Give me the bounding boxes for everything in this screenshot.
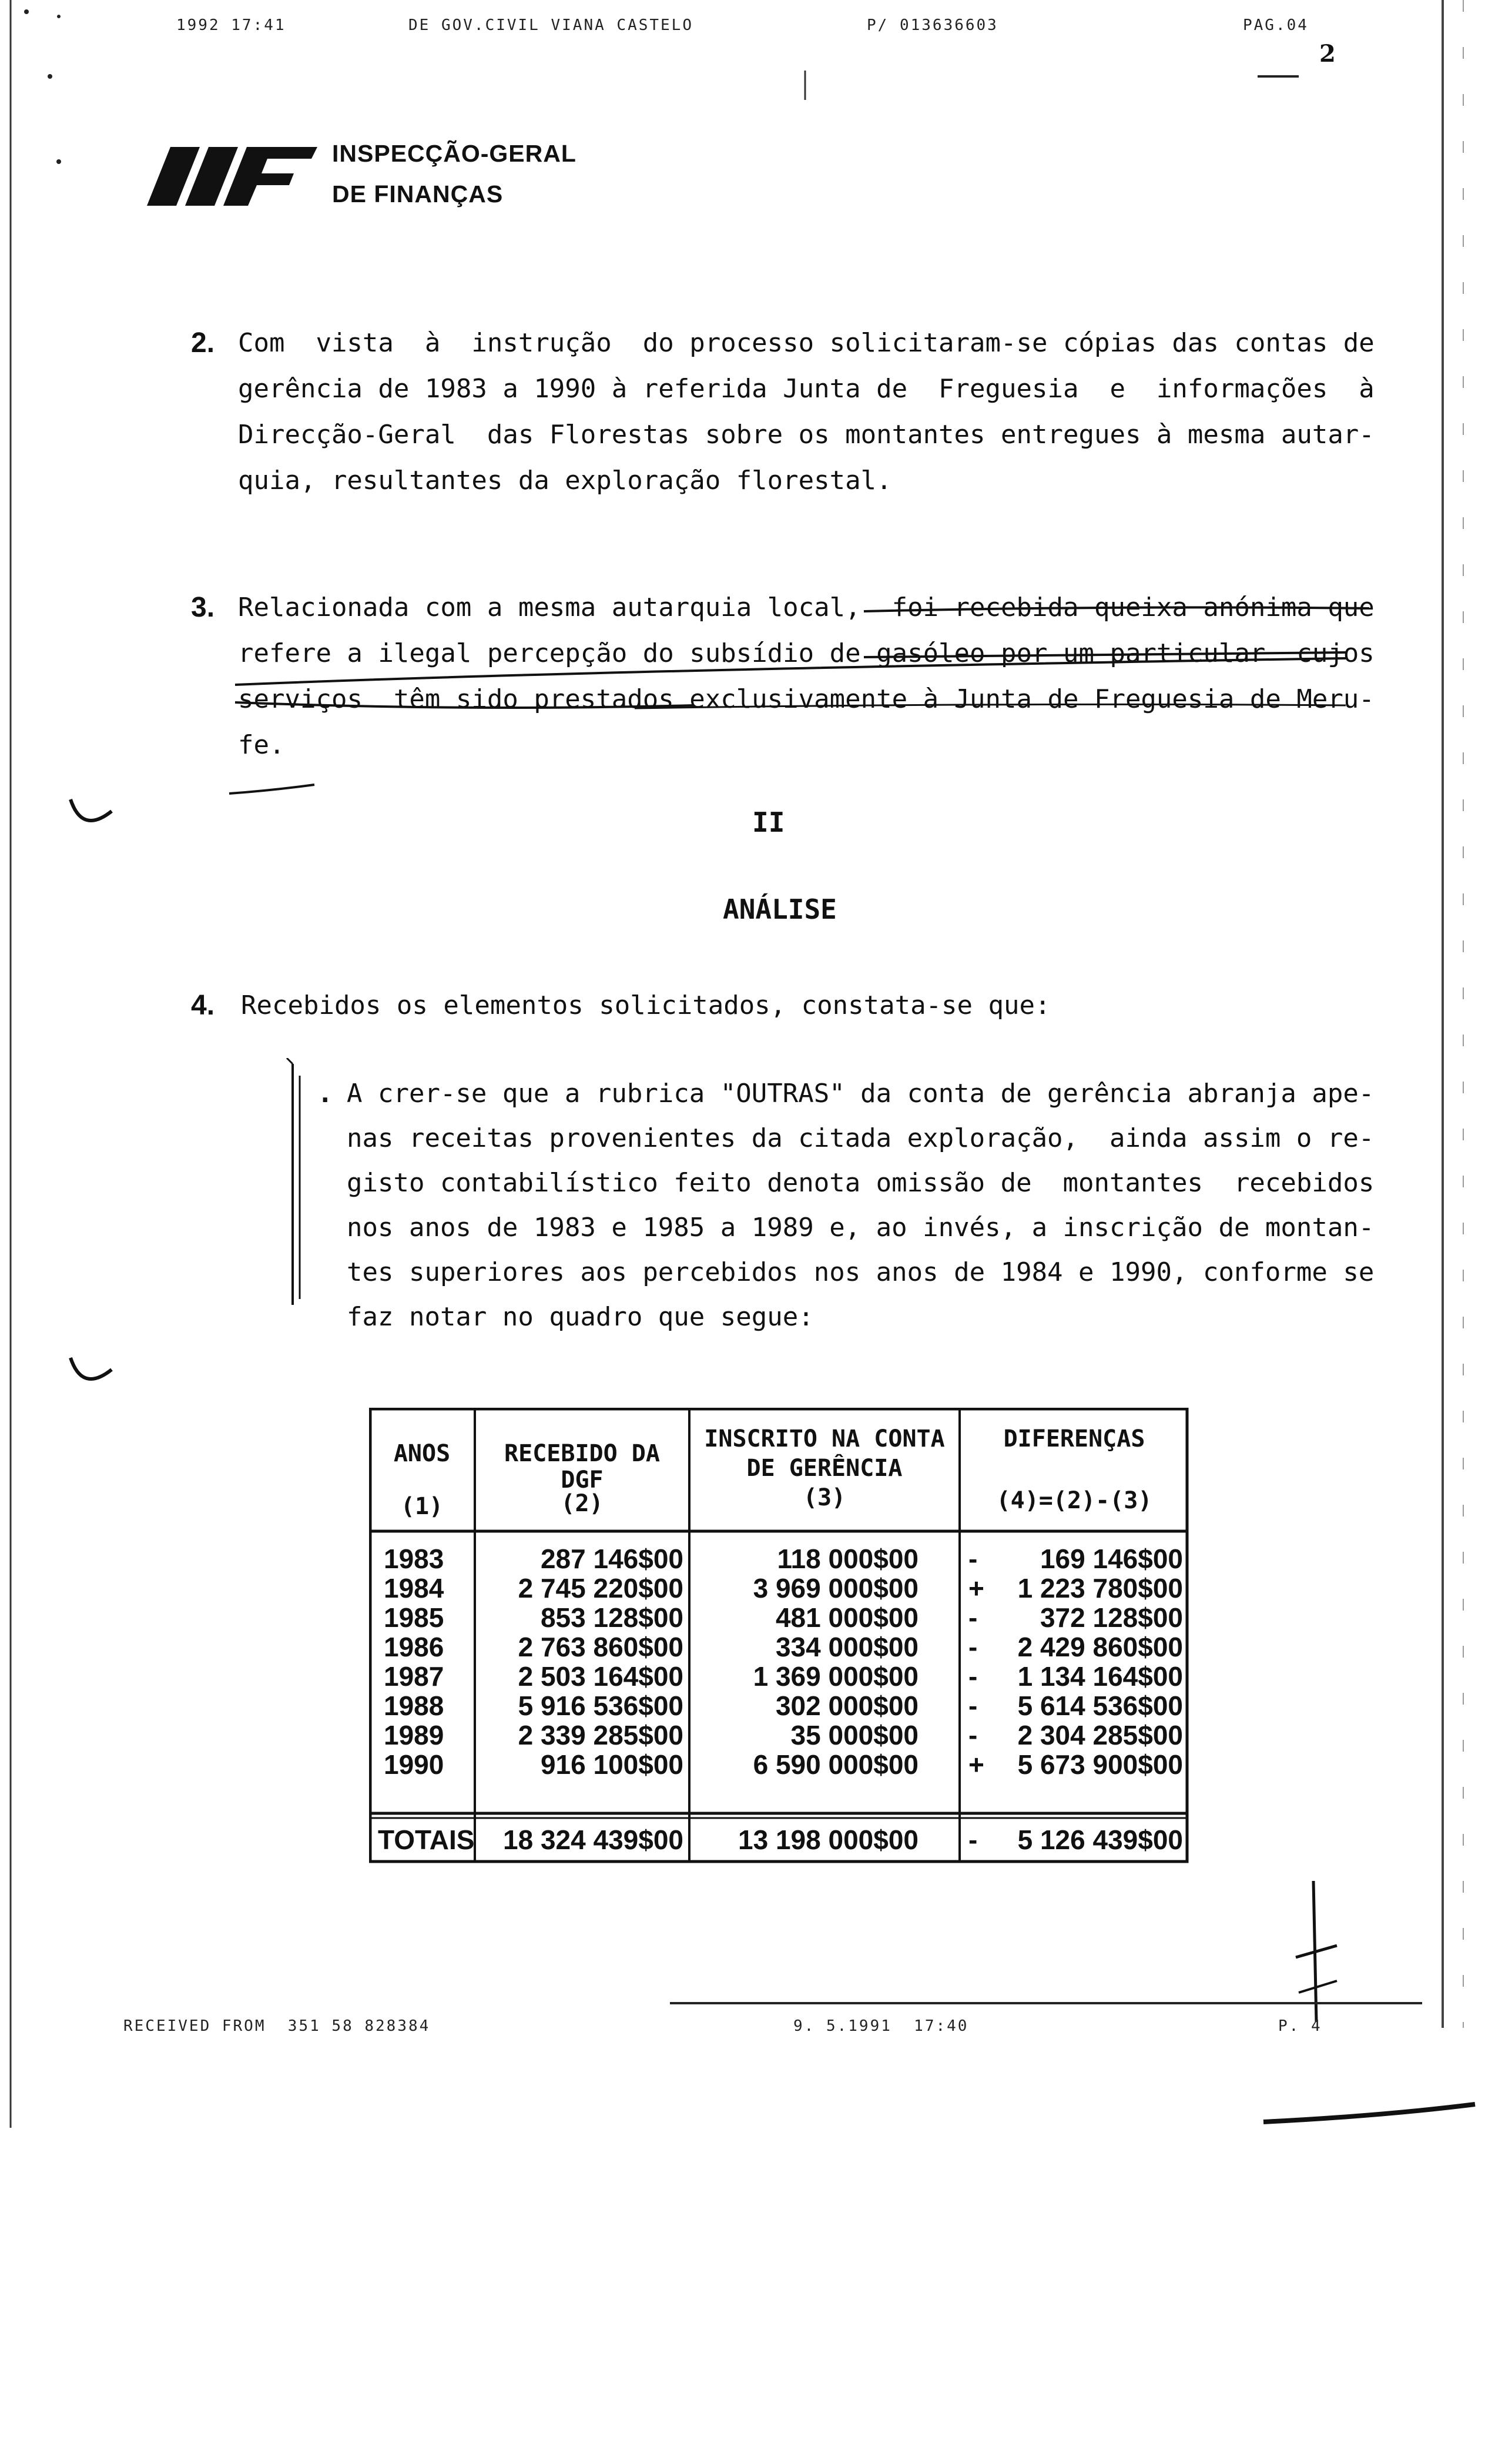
table-cell-ano: 1989: [384, 1720, 444, 1750]
paragraph-4-intro: Recebidos os elementos solicitados, constata-se que:: [241, 990, 1051, 1020]
table-cell-sinal: -: [968, 1720, 978, 1750]
org-name-line2: DE FINANÇAS: [332, 180, 504, 207]
table-cell-inscrito: 302 000$00: [775, 1690, 919, 1721]
table-cell-inscrito: 481 000$00: [775, 1602, 919, 1633]
paragraph-4-bullet-line-1: A crer-se que a rubrica "OUTRAS" da conta de gerência abranja ape-: [347, 1079, 1375, 1109]
table-cell-sinal: -: [968, 1632, 978, 1662]
table-cell-inscrito: 35 000$00: [790, 1720, 919, 1750]
table-cell-ano: 1990: [384, 1749, 444, 1780]
totals-recebido: 18 324 439$00: [503, 1824, 683, 1855]
table-cell-sinal: -: [968, 1690, 978, 1721]
table-cell-sinal: +: [968, 1749, 984, 1780]
table-cell-inscrito: 1 369 000$00: [753, 1661, 919, 1692]
table-cell-recebido: 5 916 536$00: [518, 1690, 683, 1721]
fax-footer-datetime: 9. 5.1991 17:40: [793, 2017, 969, 2035]
table-cell-sinal: -: [968, 1544, 978, 1574]
paragraph-2-number: 2.: [191, 327, 215, 359]
fax-footer: [123, 2017, 1357, 2041]
table-cell-sinal: -: [968, 1602, 978, 1633]
header-recebido-l1: RECEBIDO DA: [504, 1440, 660, 1467]
totals-diferenca: 5 126 439$00: [1017, 1824, 1183, 1855]
table-cell-recebido: 916 100$00: [540, 1749, 683, 1780]
header-anos: ANOS: [393, 1440, 451, 1467]
footer-rule: [670, 2002, 1422, 2004]
table-cell-ano: 1983: [384, 1544, 444, 1574]
fax-header-sender: DE GOV.CIVIL VIANA CASTELO: [408, 16, 693, 34]
table-cell-diferenca: 2 429 860$00: [1017, 1632, 1183, 1662]
fax-header-datetime: 1992 17:41: [176, 16, 286, 34]
table-cell-ano: 1986: [384, 1632, 444, 1662]
totals-sinal: -: [968, 1824, 978, 1855]
table-cell-recebido: 853 128$00: [540, 1602, 683, 1633]
table-cell-recebido: 2 339 285$00: [518, 1720, 683, 1750]
paragraph-2-line-3: Direcção-Geral das Florestas sobre os montantes entregues à mesma autar-: [238, 420, 1375, 450]
fax-header-page: PAG.04: [1243, 16, 1309, 34]
table-cell-ano: 1984: [384, 1573, 444, 1603]
fax-footer-received: RECEIVED FROM 351 58 828384: [123, 2017, 431, 2035]
table-cell-sinal: +: [968, 1573, 984, 1603]
header-recebido-l2: DGF: [561, 1467, 604, 1494]
table-cell-diferenca: 372 128$00: [1040, 1602, 1183, 1633]
table-cell-diferenca: 2 304 285$00: [1017, 1720, 1183, 1750]
header-diferencas-num: (4)=(2)-(3): [996, 1487, 1152, 1514]
table-cell-ano: 1987: [384, 1661, 444, 1692]
fax-footer-page: P. 4: [1278, 2017, 1322, 2035]
paragraph-4-bullet: .: [317, 1079, 333, 1109]
paragraph-3-line-2: refere a ilegal percepção do subsídio de gasóleo por um particular cujos: [238, 638, 1375, 668]
paragraph-2-line-4: quia, resultantes da exploração florestal.: [238, 466, 892, 496]
table-cell-recebido: 287 146$00: [540, 1544, 683, 1574]
paragraph-2-line-2: gerência de 1983 a 1990 à referida Junta de Freguesia e informações à: [238, 374, 1375, 404]
table-cell-recebido: 2 745 220$00: [518, 1573, 683, 1603]
quadro-table: [369, 1408, 1189, 1863]
handwritten-page-number: 2: [1319, 40, 1336, 68]
paragraph-4-bullet-line-2: nas receitas provenientes da citada exploração, ainda assim o re-: [347, 1123, 1375, 1153]
margin-bracket: [282, 1058, 306, 1311]
table-cell-recebido: 2 763 860$00: [518, 1632, 683, 1662]
header-inscrito-l2: DE GERÊNCIA: [746, 1455, 903, 1482]
handwritten-underlines: [0, 0, 1495, 823]
section-title: ANÁLISE: [723, 893, 837, 925]
table-cell-diferenca: 169 146$00: [1040, 1544, 1183, 1574]
paragraph-4-bullet-line-4: nos anos de 1983 e 1985 a 1989 e, ao invés, a inscrição de montan-: [347, 1213, 1375, 1243]
header-inscrito-num: (3): [803, 1484, 846, 1511]
table-cell-ano: 1988: [384, 1690, 444, 1721]
header-recebido-num: (2): [561, 1490, 604, 1517]
paragraph-3-number: 3.: [191, 592, 215, 623]
table-cell-inscrito: 118 000$00: [777, 1544, 919, 1574]
paragraph-3-line-1: Relacionada com a mesma autarquia local, foi recebida queixa anónima que: [238, 592, 1375, 622]
section-roman-numeral: II: [752, 806, 785, 838]
paragraph-4-bullet-line-6: faz notar no quadro que segue:: [347, 1302, 814, 1332]
header-anos-num: (1): [400, 1493, 444, 1520]
totals-label: TOTAIS: [378, 1824, 475, 1855]
fax-header-number: P/ 013636603: [867, 16, 998, 34]
table-cell-inscrito: 334 000$00: [775, 1632, 919, 1662]
table-cell-inscrito: 3 969 000$00: [753, 1573, 919, 1603]
paragraph-2-line-1: Com vista à instrução do processo solicitaram-se cópias das contas de: [238, 328, 1375, 358]
table-cell-diferenca: 5 614 536$00: [1017, 1690, 1183, 1721]
totals-inscrito: 13 198 000$00: [738, 1824, 919, 1855]
table-cell-recebido: 2 503 164$00: [518, 1661, 683, 1692]
table-cell-inscrito: 6 590 000$00: [753, 1749, 919, 1780]
paragraph-4-bullet-line-3: gisto contabilístico feito denota omissão de montantes recebidos: [347, 1168, 1375, 1198]
paragraph-3-line-4: fe.: [238, 730, 285, 760]
org-name-line1: INSPECÇÃO-GERAL: [332, 140, 576, 167]
table-cell-sinal: -: [968, 1661, 978, 1692]
table-cell-ano: 1985: [384, 1602, 444, 1633]
paragraph-3-line-3: serviços têm sido prestados exclusivamente à Junta de Freguesia de Meru-: [238, 684, 1375, 714]
header-diferencas-l1: DIFERENÇAS: [1003, 1425, 1145, 1452]
paragraph-4-bullet-line-5: tes superiores aos percebidos nos anos de 1984 e 1990, conforme se: [347, 1257, 1375, 1287]
table-cell-diferenca: 5 673 900$00: [1017, 1749, 1183, 1780]
table-cell-diferenca: 1 134 164$00: [1017, 1661, 1183, 1692]
header-inscrito-l1: INSCRITO NA CONTA: [704, 1425, 945, 1452]
paragraph-4-number: 4.: [191, 990, 215, 1021]
table-cell-diferenca: 1 223 780$00: [1017, 1573, 1183, 1603]
